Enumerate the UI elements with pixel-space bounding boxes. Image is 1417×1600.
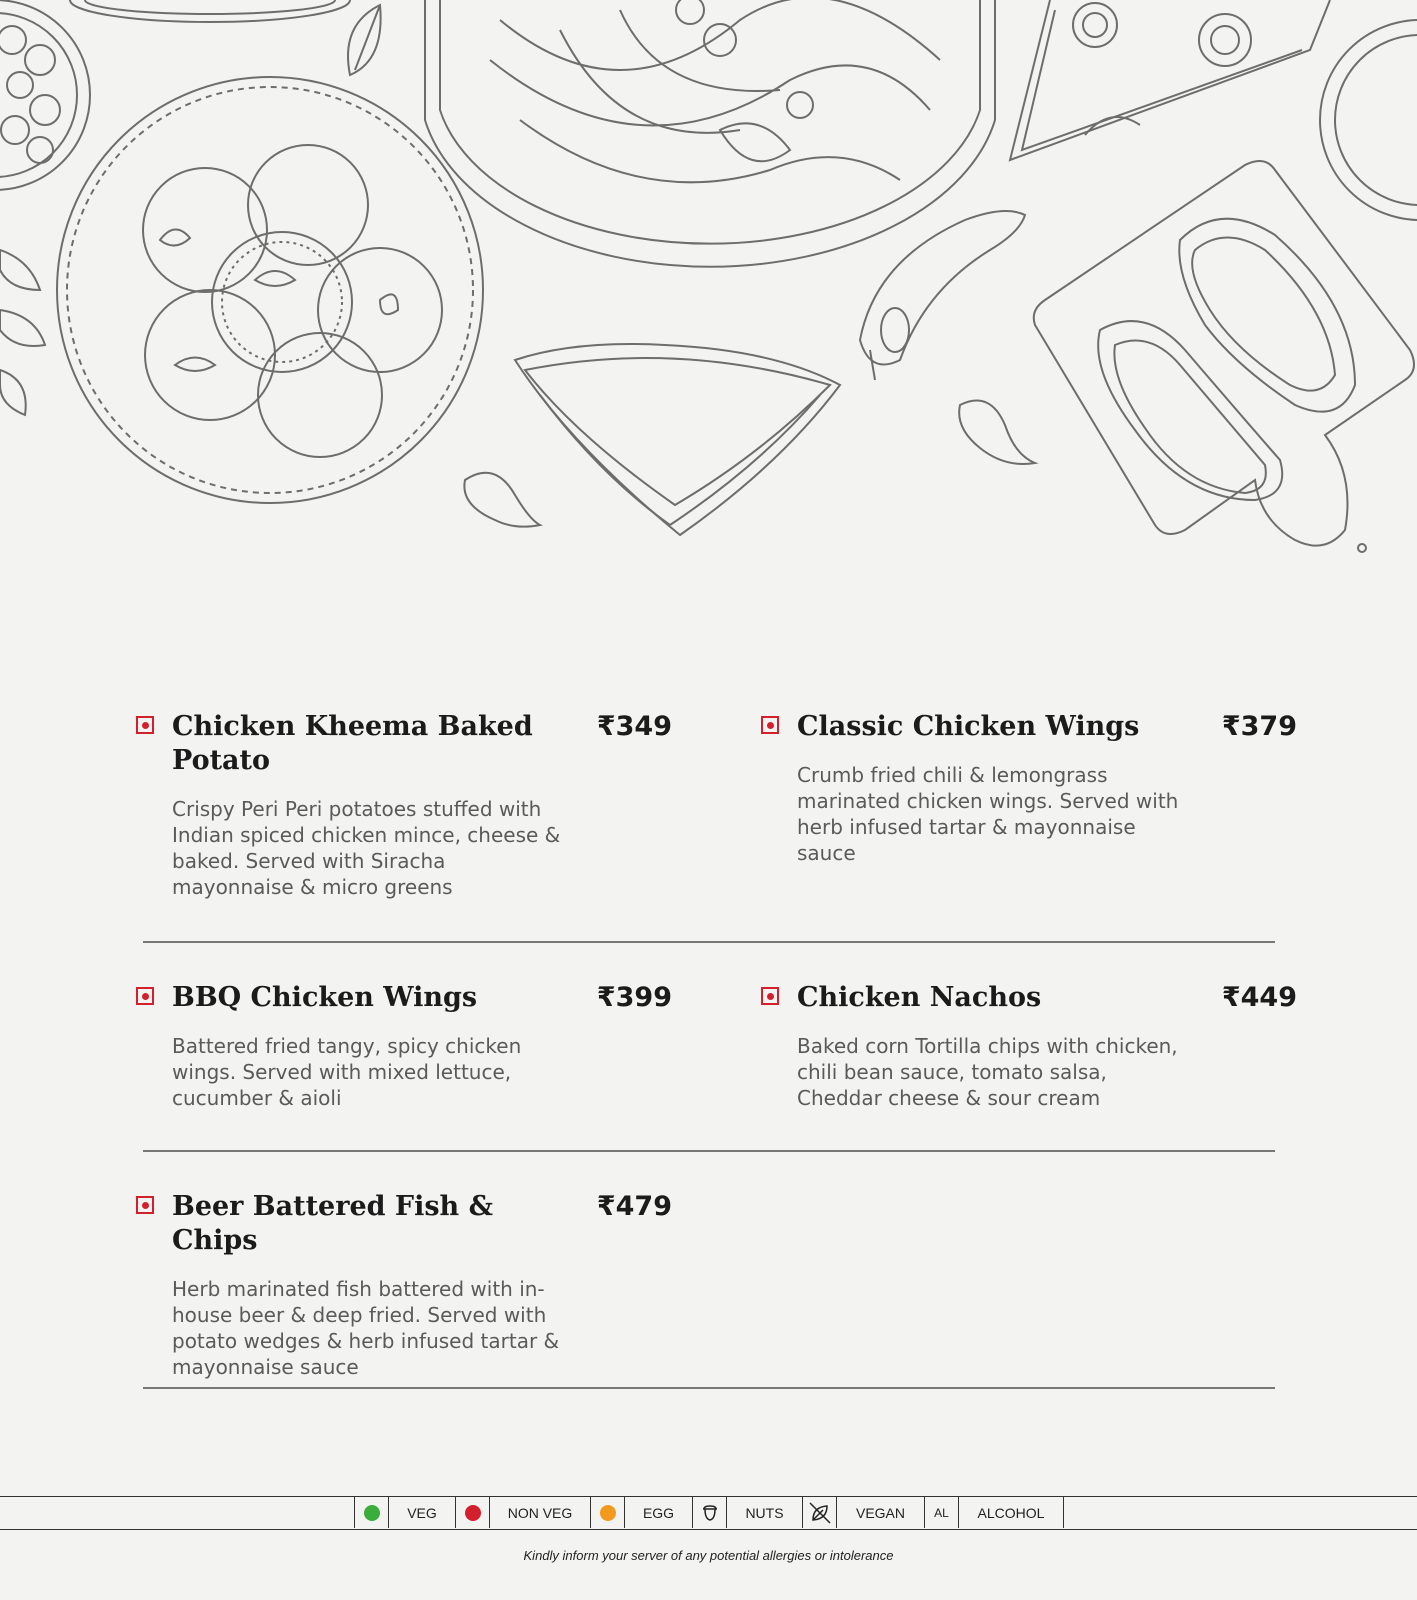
chili-illustration — [860, 211, 1025, 380]
food-illustration — [0, 0, 1417, 600]
leaf-illustration — [348, 5, 381, 75]
legend-label-alcohol: ALCOHOL — [958, 1497, 1064, 1528]
item-price: ₹399 — [596, 982, 672, 1013]
non-veg-icon — [455, 1497, 489, 1528]
pizza-slice-illustration — [1010, 0, 1330, 160]
pasta-plate-illustration — [425, 0, 995, 267]
item-name: BBQ Chicken Wings — [172, 982, 478, 1013]
alcohol-icon: AL — [924, 1497, 958, 1528]
item-price: ₹349 — [596, 711, 672, 742]
menu-item — [172, 710, 692, 900]
nuts-icon — [692, 1497, 726, 1528]
egg-icon — [590, 1497, 624, 1528]
puff-pastry-illustration — [515, 344, 840, 535]
menu-item — [797, 981, 1317, 1111]
veg-icon — [354, 1497, 388, 1528]
garlic-illustration — [464, 473, 540, 527]
menu-item — [172, 1190, 692, 1380]
cutting-board-illustration — [1034, 161, 1414, 552]
item-description: Baked corn Tortilla chips with chicken, chili bean sauce, tomato salsa, Cheddar cheese & sour cream — [797, 1034, 1178, 1110]
item-name: Chicken Kheema Baked Potato — [172, 711, 533, 776]
divider — [143, 1150, 1275, 1152]
menu-item — [797, 710, 1317, 866]
non-veg-marker-icon — [761, 987, 779, 1005]
soup-bowl-illustration — [1320, 20, 1417, 220]
non-veg-marker-icon — [761, 716, 779, 734]
bowl-illustration — [70, 0, 350, 22]
garlic-illustration — [959, 401, 1035, 465]
item-name: Beer Battered Fish & Chips — [172, 1191, 493, 1256]
legend-label-veg: VEG — [388, 1497, 455, 1528]
menu-item — [172, 981, 692, 1111]
legend-label-vegan: VEGAN — [836, 1497, 924, 1528]
herb-illustration — [0, 250, 45, 415]
item-description: Herb marinated fish battered with in-house beer & deep fried. Served with potato wedges & herb infused tartar & mayonnaise sauce — [172, 1277, 560, 1379]
item-description: Crispy Peri Peri potatoes stuffed with Indian spiced chicken mince, cheese & baked. Served with Siracha mayonnaise & micro greens — [172, 797, 561, 899]
item-description: Crumb fried chili & lemongrass marinated chicken wings. Served with herb infused tartar & mayonnaise sauce — [797, 763, 1179, 865]
dietary-legend — [0, 1496, 1417, 1530]
item-price: ₹379 — [1221, 711, 1297, 742]
ravioli-plate-illustration — [57, 77, 483, 503]
legend-label-non-veg: NON VEG — [489, 1497, 590, 1528]
legend-label-egg: EGG — [624, 1497, 692, 1528]
item-name: Classic Chicken Wings — [797, 711, 1140, 742]
item-name: Chicken Nachos — [797, 982, 1042, 1013]
vegan-leaf-icon — [802, 1497, 836, 1528]
divider — [143, 941, 1275, 943]
legend-label-nuts: NUTS — [726, 1497, 802, 1528]
non-veg-marker-icon — [136, 987, 154, 1005]
non-veg-marker-icon — [136, 716, 154, 734]
item-price: ₹479 — [596, 1191, 672, 1222]
non-veg-marker-icon — [136, 1196, 154, 1214]
olive-bowl-illustration — [0, 0, 90, 190]
divider — [143, 1387, 1275, 1389]
allergy-note: Kindly inform your server of any potential allergies or intolerance — [523, 1548, 894, 1563]
item-price: ₹449 — [1221, 982, 1297, 1013]
item-description: Battered fried tangy, spicy chicken wings. Served with mixed lettuce, cucumber & aioli — [172, 1034, 522, 1110]
